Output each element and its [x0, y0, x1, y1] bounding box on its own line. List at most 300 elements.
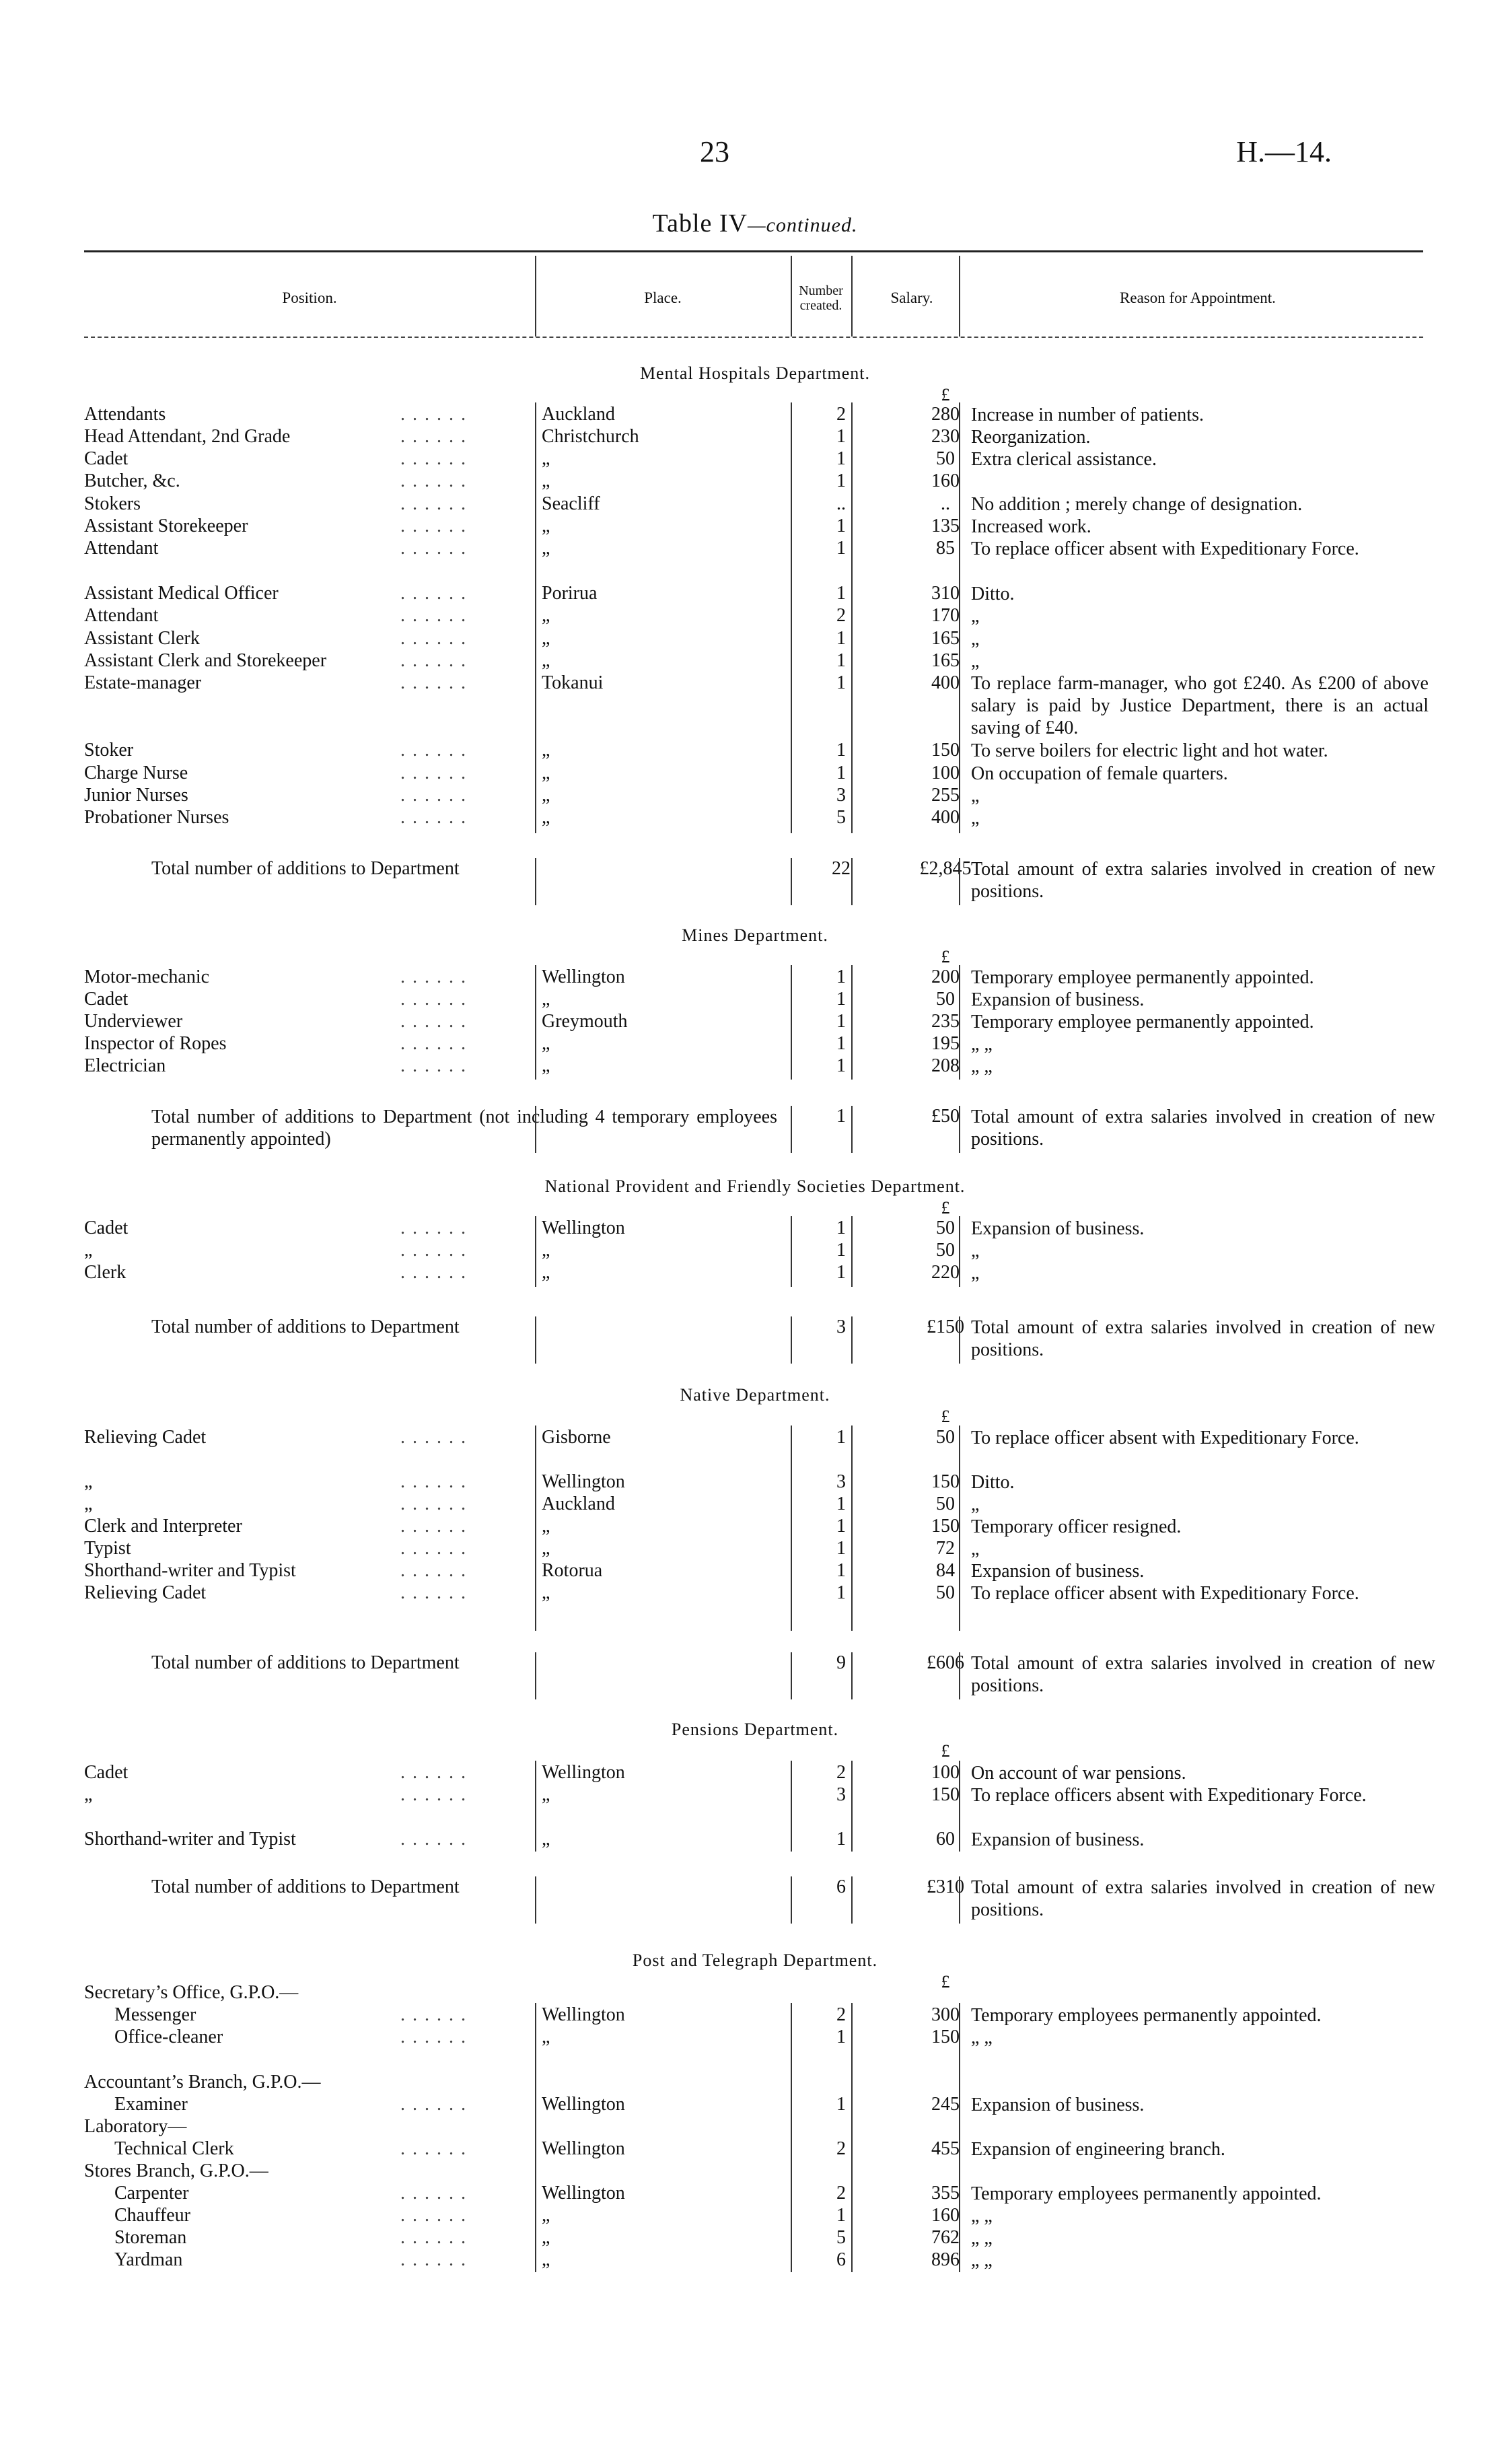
position-cell: Motor-mechanic — [84, 966, 210, 987]
position-cell: Technical Clerk — [114, 2138, 234, 2159]
group-heading: Laboratory— — [84, 2116, 187, 2137]
dot-leader: . . . . . . — [400, 1829, 467, 1850]
salary-cell: 310 — [931, 583, 960, 604]
salary-cell: 135 — [931, 516, 960, 536]
mental-total-number: 22 — [832, 858, 851, 879]
salary-cell: 245 — [931, 2094, 960, 2115]
table-row — [84, 2183, 1423, 2205]
number-cell: 1 — [836, 1516, 846, 1537]
divider — [959, 1876, 960, 1924]
salary-cell: 100 — [931, 763, 960, 783]
position-cell: Butcher, &c. — [84, 470, 180, 491]
section-title-native: Native Department. — [680, 1385, 830, 1405]
pensions-total-label: Total number of additions to Department — [151, 1876, 460, 1897]
table-row — [84, 426, 1423, 448]
divider — [851, 256, 853, 337]
place-cell: „ — [542, 1033, 550, 1054]
number-cell: 1 — [836, 1493, 846, 1514]
reason-cell: Expansion of business. — [971, 1218, 1145, 1239]
position-cell: Shorthand-writer and Typist — [84, 1829, 296, 1850]
number-cell: 1 — [836, 1262, 846, 1283]
divider — [535, 965, 536, 1080]
number-cell: 1 — [836, 989, 846, 1010]
divider — [791, 1425, 792, 1631]
number-cell: 1 — [836, 1582, 846, 1603]
position-cell: Examiner — [114, 2094, 188, 2115]
number-cell: .. — [836, 493, 846, 514]
position-cell: Probationer Nurses — [84, 807, 229, 828]
reason-cell: Temporary employee permanently appointed. — [971, 1012, 1314, 1032]
divider — [535, 256, 536, 337]
table-row — [84, 448, 1423, 470]
group-heading: Accountant’s Branch, G.P.O.— — [84, 2072, 321, 2092]
place-cell: Greymouth — [542, 1011, 628, 1032]
number-cell: 6 — [836, 2249, 846, 2270]
dot-leader: . . . . . . — [400, 1033, 467, 1054]
reason-cell: Expansion of business. — [971, 1561, 1145, 1582]
position-cell: „ — [84, 1240, 93, 1261]
divider — [851, 1316, 853, 1364]
place-cell: Rotorua — [542, 1560, 603, 1581]
number-cell: 1 — [836, 2027, 846, 2047]
reason-cell: To serve boilers for electric light and hot water. — [971, 740, 1328, 761]
section-title-pensions: Pensions Department. — [671, 1720, 839, 1739]
table-row — [84, 2249, 1423, 2272]
salary-cell: 150 — [931, 1471, 960, 1492]
reason-cell: Expansion of business. — [971, 989, 1145, 1010]
table-row — [84, 1240, 1423, 1262]
dot-leader: . . . . . . — [400, 1011, 467, 1032]
table-row — [84, 2004, 1423, 2027]
table-row — [84, 2205, 1423, 2227]
reason-cell: To replace farm-manager, who got £240. As £200 of above salary is paid by Justice Department, there is an actual saving of £40. — [971, 673, 1429, 738]
divider — [535, 1316, 536, 1364]
number-cell: 2 — [836, 404, 846, 425]
reason-cell: „ — [971, 651, 980, 672]
reason-cell: Temporary officer resigned. — [971, 1516, 1182, 1537]
dot-leader: . . . . . . — [400, 1262, 467, 1283]
reason-cell: „ — [971, 606, 980, 627]
salary-cell: 220 — [931, 1262, 960, 1283]
reason-cell: „ — [971, 1263, 980, 1283]
salary-cell: 72 — [936, 1538, 955, 1559]
number-cell: 1 — [836, 1055, 846, 1076]
reason-cell: „ „ — [971, 1056, 993, 1077]
divider — [791, 2003, 792, 2272]
place-cell: „ — [542, 1829, 550, 1850]
salary-cell: 50 — [936, 1240, 955, 1261]
number-cell: 1 — [836, 1538, 846, 1559]
divider — [535, 1876, 536, 1924]
salary-cell: 208 — [931, 1055, 960, 1076]
native-total-salary: £606 — [927, 1652, 964, 1673]
provident-total-salary: £150 — [927, 1316, 964, 1337]
divider — [851, 965, 853, 1080]
dot-leader: . . . . . . — [400, 740, 467, 761]
reason-cell: „ — [971, 1494, 980, 1515]
dot-leader: . . . . . . — [400, 763, 467, 783]
number-cell: 2 — [836, 2138, 846, 2159]
table-title-prefix: Table IV — [652, 209, 748, 238]
dot-leader: . . . . . . — [400, 1240, 467, 1261]
number-cell: 2 — [836, 605, 846, 626]
provident-total-number: 3 — [836, 1316, 846, 1337]
pound-sign: £ — [941, 1741, 950, 1761]
dot-leader: . . . . . . — [400, 2027, 467, 2047]
position-cell: Carpenter — [114, 2183, 189, 2204]
reason-cell: Increased work. — [971, 516, 1091, 537]
number-cell: 1 — [836, 2205, 846, 2226]
page-number: 23 — [700, 135, 729, 168]
col-reason-header: Reason for Appointment. — [1120, 289, 1276, 306]
mental-total-label: Total number of additions to Department — [151, 858, 460, 879]
divider — [535, 1425, 536, 1631]
table-row — [84, 583, 1423, 605]
dot-leader: . . . . . . — [400, 493, 467, 514]
divider — [851, 1425, 853, 1631]
number-cell: 1 — [836, 2094, 846, 2115]
number-cell: 3 — [836, 1784, 846, 1805]
table-row — [84, 1516, 1423, 1538]
divider — [959, 1106, 960, 1153]
table-row — [84, 807, 1423, 829]
place-cell: Seacliff — [542, 493, 600, 514]
divider — [535, 858, 536, 905]
salary-cell: 300 — [931, 2004, 960, 2025]
dot-leader: . . . . . . — [400, 2205, 467, 2226]
table-row — [84, 1762, 1423, 1784]
position-cell: Relieving Cadet — [84, 1427, 207, 1448]
table-row — [84, 404, 1423, 426]
place-cell: „ — [542, 516, 550, 536]
position-cell: „ — [84, 1493, 93, 1514]
column-header-row — [84, 261, 1423, 335]
position-cell: Assistant Medical Officer — [84, 583, 279, 604]
dot-leader: . . . . . . — [400, 2227, 467, 2248]
position-cell: Typist — [84, 1538, 131, 1559]
reason-cell: „ — [971, 1539, 980, 1559]
reason-cell: On account of war pensions. — [971, 1763, 1186, 1784]
col-number-header: Number created. — [799, 283, 843, 313]
salary-cell: 50 — [936, 1218, 955, 1238]
reason-cell: „ — [971, 785, 980, 806]
salary-cell: .. — [941, 493, 950, 514]
table-row — [84, 2027, 1423, 2049]
dot-leader: . . . . . . — [400, 2094, 467, 2115]
dot-leader: . . . . . . — [400, 1493, 467, 1514]
pound-sign: £ — [941, 1198, 950, 1218]
place-cell: „ — [542, 763, 550, 783]
pensions-total-salary: £310 — [927, 1876, 964, 1897]
position-cell: Clerk and Interpreter — [84, 1516, 242, 1537]
divider — [851, 1652, 853, 1699]
divider — [959, 1316, 960, 1364]
divider — [851, 402, 853, 833]
dot-leader: . . . . . . — [400, 2138, 467, 2159]
number-cell: 1 — [836, 1240, 846, 1261]
position-cell: Stokers — [84, 493, 141, 514]
place-cell: „ — [542, 1516, 550, 1537]
salary-cell: 84 — [936, 1560, 955, 1581]
divider — [959, 1761, 960, 1852]
salary-cell: 195 — [931, 1033, 960, 1054]
divider — [959, 965, 960, 1080]
position-cell: Underviewer — [84, 1011, 183, 1032]
salary-cell: 230 — [931, 426, 960, 447]
reason-cell: Temporary employees permanently appointed. — [971, 2183, 1322, 2204]
place-cell: „ — [542, 605, 550, 626]
native-total-number: 9 — [836, 1652, 846, 1673]
table-row — [84, 1829, 1423, 1851]
table-row — [84, 989, 1423, 1011]
divider — [535, 1106, 536, 1153]
divider — [851, 1761, 853, 1852]
position-cell: Assistant Storekeeper — [84, 516, 248, 536]
dot-leader: . . . . . . — [400, 426, 467, 447]
divider — [791, 858, 792, 905]
table-row — [84, 2138, 1423, 2160]
group-heading: Stores Branch, G.P.O.— — [84, 2160, 268, 2181]
table-row — [84, 493, 1423, 516]
dot-leader: . . . . . . — [400, 2249, 467, 2270]
salary-cell: 150 — [931, 1516, 960, 1537]
table-row — [84, 516, 1423, 538]
number-cell: 1 — [836, 448, 846, 469]
number-cell: 1 — [836, 628, 846, 649]
table-row — [84, 1582, 1423, 1605]
dot-leader: . . . . . . — [400, 470, 467, 491]
place-cell: Porirua — [542, 583, 598, 604]
dot-leader: . . . . . . — [400, 404, 467, 425]
pensions-total-number: 6 — [836, 1876, 846, 1897]
dot-leader: . . . . . . — [400, 2183, 467, 2204]
pound-sign: £ — [941, 1972, 950, 1992]
table-row — [84, 740, 1423, 762]
position-cell: Relieving Cadet — [84, 1582, 207, 1603]
divider — [959, 402, 960, 833]
dot-leader: . . . . . . — [400, 807, 467, 828]
section-title-provident: National Provident and Friendly Societies Department. — [544, 1176, 966, 1196]
dot-leader: . . . . . . — [400, 1055, 467, 1076]
number-cell: 5 — [836, 2227, 846, 2248]
divider — [851, 858, 853, 905]
table-row — [84, 1784, 1423, 1806]
reason-cell: To replace officer absent with Expeditionary Force. — [971, 538, 1359, 559]
salary-cell: 85 — [936, 538, 955, 559]
section-title-mines: Mines Department. — [682, 925, 828, 945]
position-cell: Storeman — [114, 2227, 187, 2248]
place-cell: Auckland — [542, 404, 615, 425]
place-cell: „ — [542, 1538, 550, 1559]
place-cell: Wellington — [542, 966, 625, 987]
table-row — [84, 1011, 1423, 1033]
divider — [791, 1106, 792, 1153]
position-cell: Stoker — [84, 740, 134, 761]
place-cell: „ — [542, 989, 550, 1010]
place-cell: „ — [542, 470, 550, 491]
table-row — [84, 1033, 1423, 1055]
dot-leader: . . . . . . — [400, 605, 467, 626]
divider — [851, 1106, 853, 1153]
number-cell: 3 — [836, 785, 846, 806]
salary-cell: 160 — [931, 2205, 960, 2226]
position-cell: Attendants — [84, 404, 166, 425]
divider — [791, 1652, 792, 1699]
number-cell: 2 — [836, 2183, 846, 2204]
position-cell: Cadet — [84, 989, 129, 1010]
table-row — [84, 763, 1423, 785]
native-total-reason: Total amount of extra salaries involved in creation of new positions. — [971, 1653, 1435, 1696]
dot-leader: . . . . . . — [400, 583, 467, 604]
reason-cell: To replace officer absent with Expeditionary Force. — [971, 1583, 1359, 1604]
table-row — [84, 1218, 1423, 1240]
salary-cell: 235 — [931, 1011, 960, 1032]
place-cell: „ — [542, 2227, 550, 2248]
place-cell: Christchurch — [542, 426, 639, 447]
salary-cell: 150 — [931, 2027, 960, 2047]
divider — [535, 1761, 536, 1852]
number-cell: 2 — [836, 2004, 846, 2025]
place-cell: Wellington — [542, 2183, 625, 2204]
table-title — [0, 209, 1510, 238]
table-row — [84, 1538, 1423, 1560]
number-cell: 1 — [836, 966, 846, 987]
reason-cell: Expansion of engineering branch. — [971, 2139, 1225, 2160]
mental-total-reason: Total amount of extra salaries involved in creation of new positions. — [971, 859, 1435, 902]
top-rule — [84, 250, 1423, 252]
position-cell: Assistant Clerk and Storekeeper — [84, 650, 327, 671]
number-cell: 1 — [836, 1033, 846, 1054]
salary-cell: 50 — [936, 1427, 955, 1448]
position-cell: Attendant — [84, 605, 159, 626]
place-cell: „ — [542, 628, 550, 649]
table-row — [84, 538, 1423, 560]
section-title-mental: Mental Hospitals Department. — [639, 363, 871, 383]
place-cell: „ — [542, 740, 550, 761]
reason-cell: Ditto. — [971, 584, 1015, 604]
place-cell: „ — [542, 785, 550, 806]
reason-cell: Extra clerical assistance. — [971, 449, 1157, 470]
dot-leader: . . . . . . — [400, 989, 467, 1010]
number-cell: 1 — [836, 650, 846, 671]
place-cell: Wellington — [542, 2004, 625, 2025]
salary-cell: 100 — [931, 1762, 960, 1783]
reason-cell: Temporary employee permanently appointed. — [971, 967, 1314, 988]
place-cell: „ — [542, 1784, 550, 1805]
native-total-label: Total number of additions to Department — [151, 1652, 460, 1673]
table-row — [84, 628, 1423, 650]
salary-cell: 762 — [931, 2227, 960, 2248]
divider — [535, 1216, 536, 1287]
divider — [791, 256, 792, 337]
salary-cell: 160 — [931, 470, 960, 491]
dot-leader: . . . . . . — [400, 1218, 467, 1238]
document-reference: H.—14. — [1236, 135, 1332, 168]
dot-leader: . . . . . . — [400, 2004, 467, 2025]
reason-cell: „ „ — [971, 2027, 993, 2048]
table-row — [84, 1560, 1423, 1582]
pound-sign: £ — [941, 1407, 950, 1426]
dot-leader: . . . . . . — [400, 650, 467, 671]
col-salary-header: Salary. — [890, 289, 933, 306]
number-cell: 1 — [836, 538, 846, 559]
salary-cell: 280 — [931, 404, 960, 425]
salary-cell: 50 — [936, 989, 955, 1010]
divider — [791, 965, 792, 1080]
dot-leader: . . . . . . — [400, 1784, 467, 1805]
position-cell: Cadet — [84, 448, 129, 469]
number-cell: 1 — [836, 516, 846, 536]
table-title-suffix: —continued. — [747, 214, 858, 236]
reason-cell: On occupation of female quarters. — [971, 763, 1228, 784]
mines-total-reason: Total amount of extra salaries involved in creation of new positions. — [971, 1106, 1435, 1150]
dot-leader: . . . . . . — [400, 966, 467, 987]
mental-total-salary: £2,845 — [919, 858, 972, 879]
dot-leader: . . . . . . — [400, 1471, 467, 1492]
salary-cell: 50 — [936, 1582, 955, 1603]
dot-leader: . . . . . . — [400, 516, 467, 536]
position-cell: Cadet — [84, 1762, 129, 1783]
place-cell: „ — [542, 1582, 550, 1603]
reason-cell: No addition ; merely change of designation. — [971, 494, 1303, 515]
divider — [791, 1761, 792, 1852]
dot-leader: . . . . . . — [400, 1560, 467, 1581]
place-cell: Wellington — [542, 1762, 625, 1783]
table-row — [84, 2094, 1423, 2116]
divider — [791, 1316, 792, 1364]
salary-cell: 165 — [931, 628, 960, 649]
dot-leader: . . . . . . — [400, 448, 467, 469]
salary-cell: 400 — [931, 807, 960, 828]
dot-leader: . . . . . . — [400, 538, 467, 559]
place-cell: „ — [542, 448, 550, 469]
position-cell: Clerk — [84, 1262, 127, 1283]
position-cell: Inspector of Ropes — [84, 1033, 227, 1054]
reason-cell: „ „ — [971, 1034, 993, 1055]
salary-cell: 455 — [931, 2138, 960, 2159]
dot-leader: . . . . . . — [400, 785, 467, 806]
number-cell: 1 — [836, 672, 846, 693]
dot-leader: . . . . . . — [400, 1538, 467, 1559]
reason-cell: „ — [971, 629, 980, 649]
divider — [851, 1216, 853, 1287]
number-cell: 1 — [836, 1829, 846, 1850]
reason-cell: Expansion of business. — [971, 2095, 1145, 2115]
divider — [791, 1876, 792, 1924]
position-cell: Estate-manager — [84, 672, 202, 693]
reason-cell: „ — [971, 1240, 980, 1261]
col-position-header: Position. — [282, 289, 337, 306]
divider — [959, 1652, 960, 1699]
place-cell: „ — [542, 650, 550, 671]
place-cell: Tokanui — [542, 672, 604, 693]
divider — [535, 1652, 536, 1699]
divider — [959, 256, 960, 337]
place-cell: „ — [542, 2205, 550, 2226]
number-cell: 1 — [836, 1011, 846, 1032]
salary-cell: 60 — [936, 1829, 955, 1850]
place-cell: Auckland — [542, 1493, 615, 1514]
reason-cell: Ditto. — [971, 1472, 1015, 1493]
divider — [959, 1425, 960, 1631]
salary-cell: 896 — [931, 2249, 960, 2270]
position-cell: Charge Nurse — [84, 763, 188, 783]
position-cell: Cadet — [84, 1218, 129, 1238]
dot-leader: . . . . . . — [400, 672, 467, 693]
salary-cell: 355 — [931, 2183, 960, 2204]
place-cell: Wellington — [542, 2138, 625, 2159]
table-row — [84, 1493, 1423, 1516]
